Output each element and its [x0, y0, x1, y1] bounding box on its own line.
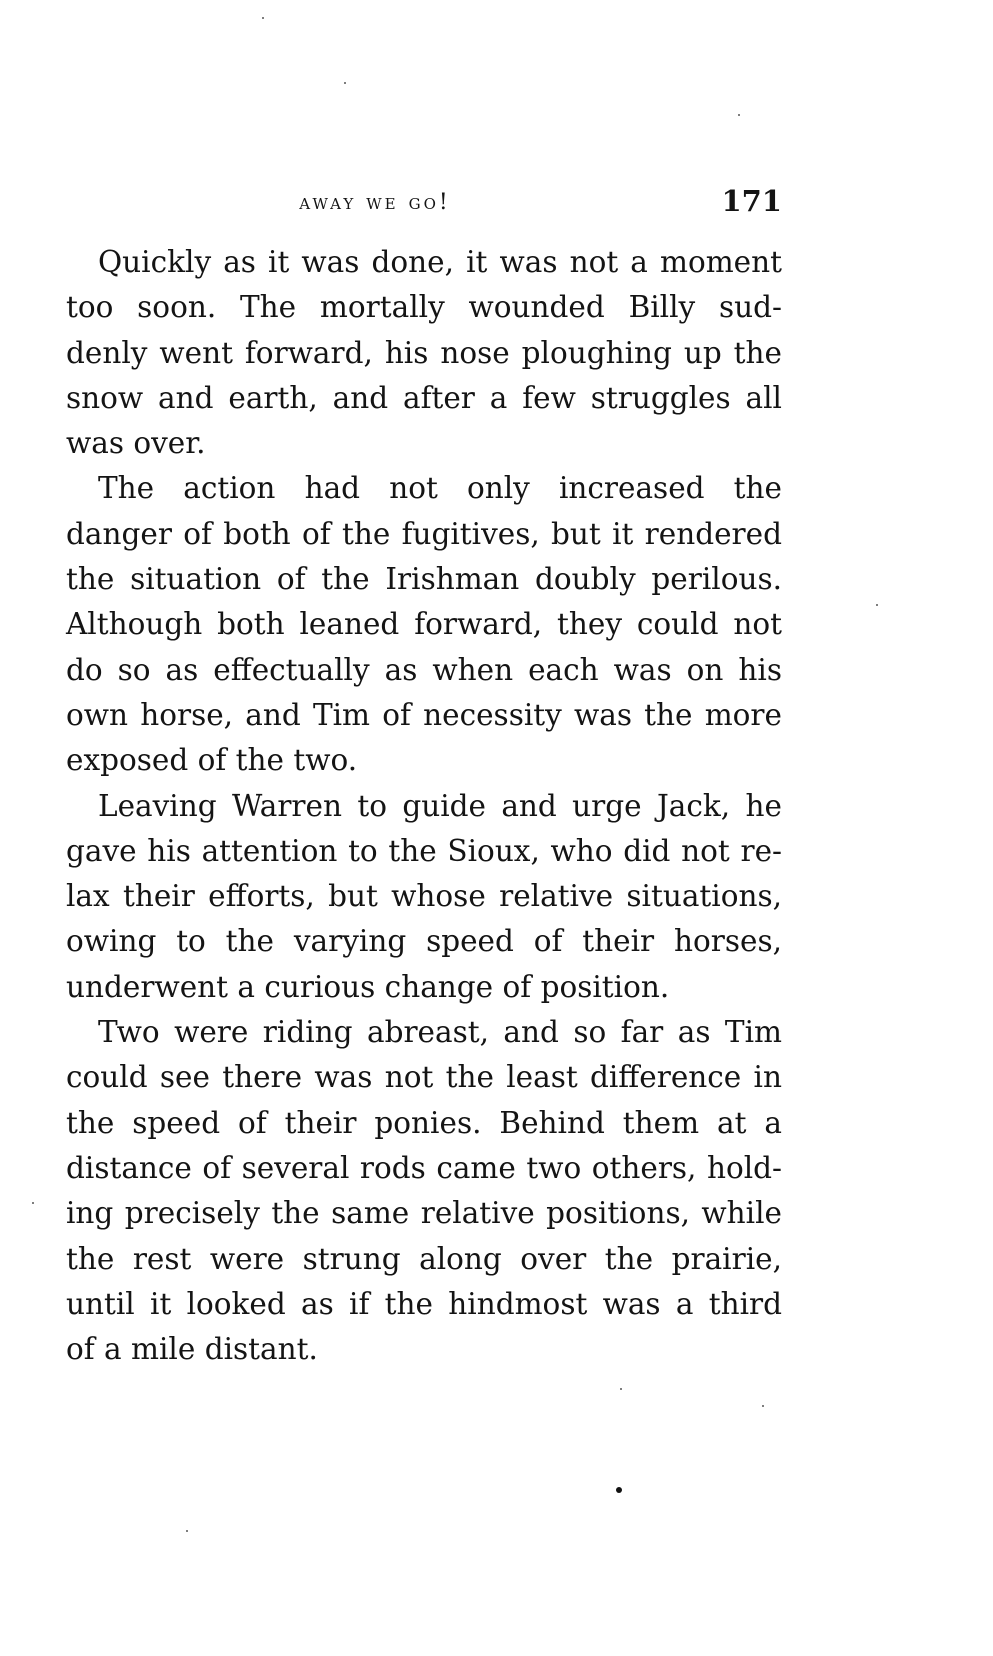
text-line: underwent a curious change of position.	[66, 969, 670, 1004]
page-number: 171	[721, 184, 782, 218]
text-line: Although both leaned forward, they could not	[66, 607, 782, 642]
paragraph-3	[66, 784, 782, 1010]
text-line: the speed of their ponies. Behind them at a	[66, 1105, 782, 1140]
text-line: exposed of the two.	[66, 743, 358, 778]
text-line: danger of both of the fugitives, but it rendered	[66, 516, 782, 551]
text-line: Two were riding abreast, and so far as Tim	[98, 1015, 782, 1050]
text-line: Leaving Warren to guide and urge Jack, he	[98, 788, 782, 823]
text-line: denly went forward, his nose ploughing up the	[66, 335, 782, 370]
text-line: owing to the varying speed of their horses,	[66, 924, 782, 959]
text-line: ing precisely the same relative positions, while	[66, 1196, 782, 1231]
paragraph-1	[66, 240, 782, 466]
paragraph-2	[66, 466, 782, 783]
text-line: of a mile distant.	[66, 1332, 318, 1367]
text-line: distance of several rods came two others, hold-	[66, 1150, 782, 1185]
text-line: could see there was not the least difference in	[66, 1060, 782, 1095]
text-line: lax their efforts, but whose relative situations,	[66, 879, 782, 914]
text-line: Quickly as it was done, it was not a moment	[98, 245, 782, 279]
running-header	[66, 184, 782, 224]
paragraph-4	[66, 1010, 782, 1372]
text-line: until it looked as if the hindmost was a third	[66, 1286, 782, 1321]
speck	[32, 1202, 34, 1204]
speck	[738, 114, 740, 116]
speck	[616, 1487, 622, 1493]
speck	[344, 82, 346, 84]
text-line: do so as effectually as when each was on his	[66, 652, 782, 687]
text-line: own horse, and Tim of necessity was the more	[66, 697, 782, 732]
speck	[262, 17, 264, 19]
text-line: snow and earth, and after a few struggles all	[66, 380, 782, 415]
body-text	[66, 240, 782, 1372]
text-line: gave his attention to the Sioux, who did not re-	[66, 833, 782, 868]
speck	[762, 1405, 764, 1407]
speck	[876, 604, 878, 606]
text-line: The action had not only increased the	[98, 471, 782, 506]
speck	[620, 1388, 622, 1390]
text-line: was over.	[66, 426, 206, 461]
text-line: the situation of the Irishman doubly perilous.	[66, 562, 782, 597]
speck	[186, 1530, 188, 1532]
text-line: too soon. The mortally wounded Billy sud-	[66, 290, 782, 325]
running-title: away we go!	[299, 190, 451, 215]
text-line: the rest were strung along over the prairie,	[66, 1241, 782, 1276]
